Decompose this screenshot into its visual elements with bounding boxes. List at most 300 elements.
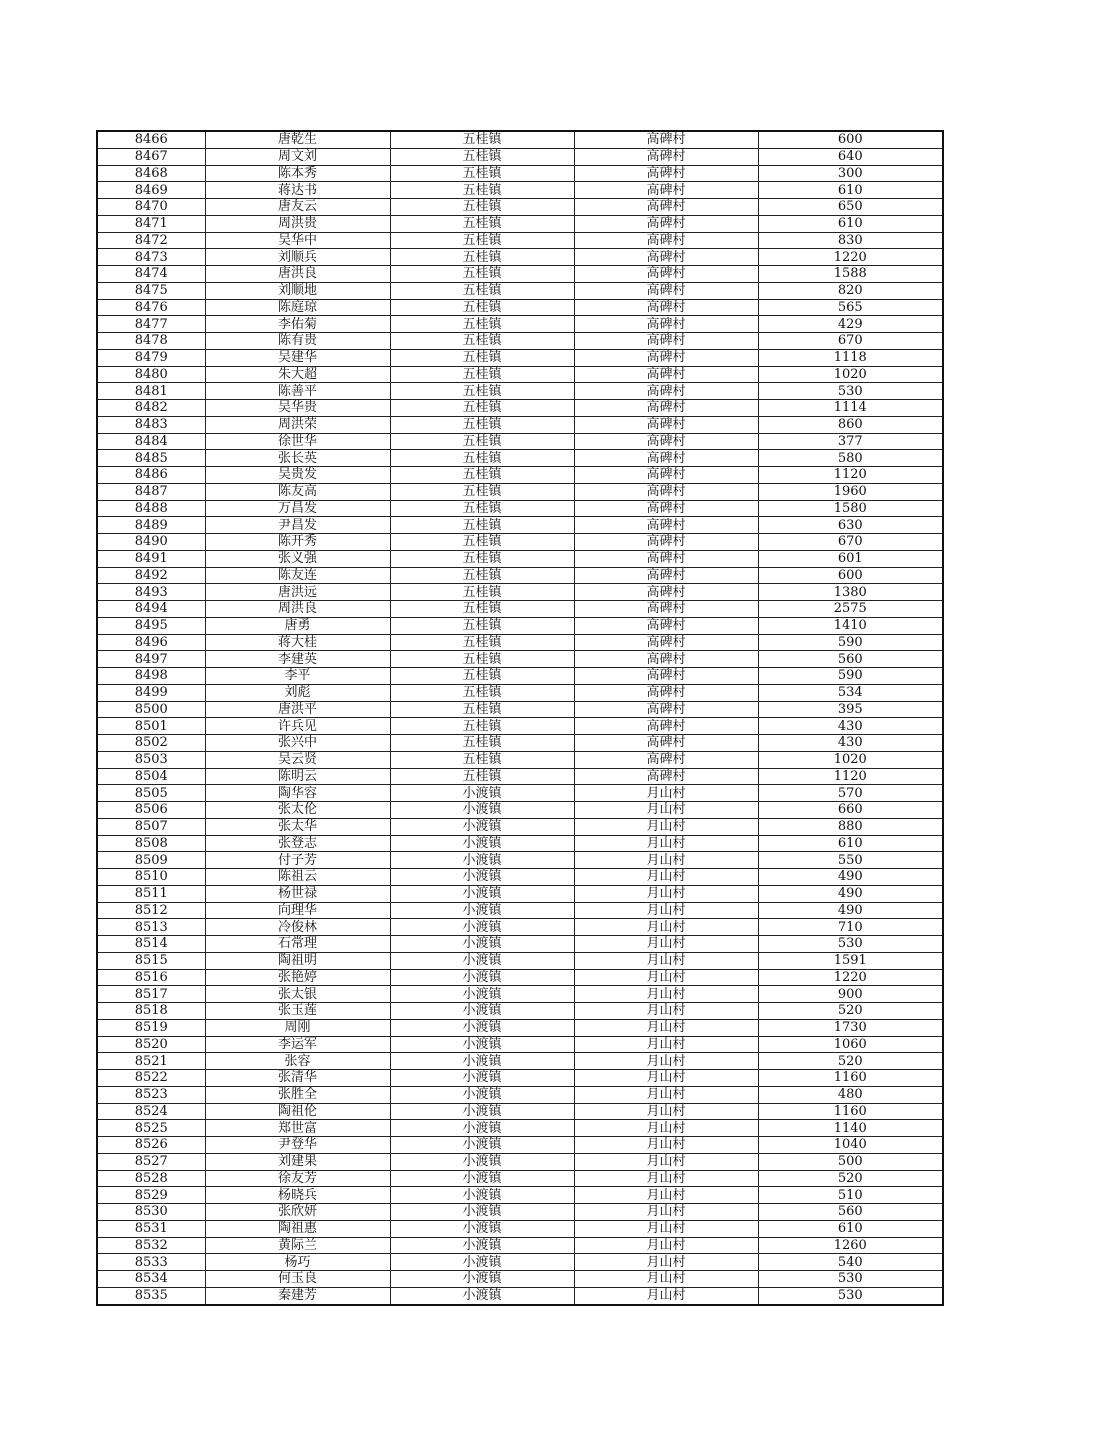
row-number-cell: 8490 [97,534,205,551]
town-cell: 五桂镇 [390,266,574,283]
amount-cell: 540 [758,1254,943,1271]
village-cell: 高碑村 [574,651,758,668]
row-number-cell: 8485 [97,450,205,467]
amount-cell: 610 [758,182,943,199]
person-name-cell: 刘彪 [205,684,390,701]
village-cell: 高碑村 [574,617,758,634]
table-row [97,500,943,517]
amount-cell: 600 [758,131,943,148]
amount-cell: 1060 [758,1036,943,1053]
amount-cell: 520 [758,1170,943,1187]
person-name-cell: 陈善平 [205,383,390,400]
amount-cell: 530 [758,383,943,400]
amount-cell: 600 [758,567,943,584]
village-cell: 月山村 [574,1003,758,1020]
amount-cell: 395 [758,701,943,718]
table-row [97,483,943,500]
table-row [97,199,943,216]
amount-cell: 1730 [758,1019,943,1036]
row-number-cell: 8514 [97,936,205,953]
town-cell: 小渡镇 [390,919,574,936]
village-cell: 月山村 [574,1254,758,1271]
village-cell: 高碑村 [574,668,758,685]
roster-table [96,130,944,1306]
village-cell: 月山村 [574,1053,758,1070]
amount-cell: 601 [758,550,943,567]
table-row [97,215,943,232]
village-cell: 高碑村 [574,383,758,400]
amount-cell: 1114 [758,400,943,417]
table-row [97,1053,943,1070]
amount-cell: 610 [758,1220,943,1237]
row-number-cell: 8510 [97,869,205,886]
person-name-cell: 张欣妍 [205,1204,390,1221]
person-name-cell: 吴华中 [205,232,390,249]
person-name-cell: 吴华贵 [205,400,390,417]
town-cell: 小渡镇 [390,1003,574,1020]
village-cell: 高碑村 [574,316,758,333]
row-number-cell: 8529 [97,1187,205,1204]
person-name-cell: 吴云贤 [205,751,390,768]
village-cell: 高碑村 [574,349,758,366]
town-cell: 五桂镇 [390,299,574,316]
town-cell: 五桂镇 [390,199,574,216]
roster-table-body [97,131,943,1305]
amount-cell: 429 [758,316,943,333]
table-row [97,952,943,969]
person-name-cell: 秦建芳 [205,1287,390,1304]
person-name-cell: 唐洪良 [205,266,390,283]
village-cell: 高碑村 [574,584,758,601]
amount-cell: 640 [758,148,943,165]
table-row [97,1103,943,1120]
village-cell: 高碑村 [574,684,758,701]
person-name-cell: 唐乾生 [205,131,390,148]
town-cell: 五桂镇 [390,249,574,266]
row-number-cell: 8481 [97,383,205,400]
person-name-cell: 蒋达书 [205,182,390,199]
village-cell: 月山村 [574,952,758,969]
town-cell: 五桂镇 [390,517,574,534]
village-cell: 月山村 [574,1271,758,1288]
table-row [97,936,943,953]
table-row [97,601,943,618]
table-row [97,634,943,651]
amount-cell: 490 [758,902,943,919]
town-cell: 五桂镇 [390,701,574,718]
row-number-cell: 8479 [97,349,205,366]
person-name-cell: 李建英 [205,651,390,668]
person-name-cell: 向理华 [205,902,390,919]
person-name-cell: 朱大超 [205,366,390,383]
village-cell: 高碑村 [574,567,758,584]
table-row [97,433,943,450]
village-cell: 高碑村 [574,266,758,283]
person-name-cell: 陈明云 [205,768,390,785]
village-cell: 高碑村 [574,282,758,299]
row-number-cell: 8512 [97,902,205,919]
town-cell: 小渡镇 [390,902,574,919]
table-row [97,1271,943,1288]
village-cell: 月山村 [574,818,758,835]
village-cell: 月山村 [574,785,758,802]
village-cell: 高碑村 [574,517,758,534]
person-name-cell: 黄际兰 [205,1237,390,1254]
town-cell: 五桂镇 [390,617,574,634]
amount-cell: 550 [758,852,943,869]
town-cell: 小渡镇 [390,1287,574,1304]
table-row [97,534,943,551]
table-row [97,1137,943,1154]
town-cell: 五桂镇 [390,450,574,467]
person-name-cell: 石常理 [205,936,390,953]
town-cell: 小渡镇 [390,936,574,953]
amount-cell: 500 [758,1153,943,1170]
town-cell: 五桂镇 [390,584,574,601]
row-number-cell: 8501 [97,718,205,735]
person-name-cell: 张太伦 [205,802,390,819]
amount-cell: 660 [758,802,943,819]
person-name-cell: 周洪荣 [205,416,390,433]
village-cell: 月山村 [574,1204,758,1221]
table-row [97,1086,943,1103]
village-cell: 月山村 [574,835,758,852]
town-cell: 五桂镇 [390,416,574,433]
amount-cell: 590 [758,634,943,651]
table-row [97,148,943,165]
table-row [97,383,943,400]
row-number-cell: 8523 [97,1086,205,1103]
amount-cell: 1220 [758,969,943,986]
village-cell: 月山村 [574,1153,758,1170]
row-number-cell: 8518 [97,1003,205,1020]
table-row [97,550,943,567]
village-cell: 高碑村 [574,768,758,785]
person-name-cell: 周洪良 [205,601,390,618]
town-cell: 五桂镇 [390,668,574,685]
row-number-cell: 8513 [97,919,205,936]
village-cell: 高碑村 [574,701,758,718]
row-number-cell: 8526 [97,1137,205,1154]
person-name-cell: 陶祖伦 [205,1103,390,1120]
row-number-cell: 8528 [97,1170,205,1187]
table-row [97,249,943,266]
town-cell: 小渡镇 [390,1170,574,1187]
town-cell: 小渡镇 [390,1137,574,1154]
table-row [97,1019,943,1036]
person-name-cell: 唐友云 [205,199,390,216]
row-number-cell: 8503 [97,751,205,768]
person-name-cell: 陈本秀 [205,165,390,182]
table-row [97,333,943,350]
table-row [97,266,943,283]
amount-cell: 1588 [758,266,943,283]
person-name-cell: 刘建果 [205,1153,390,1170]
row-number-cell: 8466 [97,131,205,148]
person-name-cell: 张太华 [205,818,390,835]
table-row [97,835,943,852]
person-name-cell: 张义强 [205,550,390,567]
amount-cell: 630 [758,517,943,534]
amount-cell: 1160 [758,1103,943,1120]
table-row [97,567,943,584]
person-name-cell: 杨世禄 [205,885,390,902]
village-cell: 月山村 [574,902,758,919]
table-row [97,1170,943,1187]
village-cell: 月山村 [574,1086,758,1103]
town-cell: 小渡镇 [390,1019,574,1036]
person-name-cell: 唐洪平 [205,701,390,718]
village-cell: 月山村 [574,1187,758,1204]
village-cell: 高碑村 [574,333,758,350]
row-number-cell: 8533 [97,1254,205,1271]
spreadsheet-page [96,130,944,1306]
table-row [97,668,943,685]
row-number-cell: 8515 [97,952,205,969]
row-number-cell: 8499 [97,684,205,701]
town-cell: 五桂镇 [390,735,574,752]
town-cell: 小渡镇 [390,818,574,835]
town-cell: 五桂镇 [390,718,574,735]
village-cell: 高碑村 [574,199,758,216]
town-cell: 小渡镇 [390,785,574,802]
table-row [97,232,943,249]
amount-cell: 610 [758,215,943,232]
table-row [97,1036,943,1053]
table-row [97,701,943,718]
table-row [97,919,943,936]
table-row [97,885,943,902]
table-row [97,416,943,433]
town-cell: 小渡镇 [390,852,574,869]
amount-cell: 650 [758,199,943,216]
row-number-cell: 8472 [97,232,205,249]
row-number-cell: 8521 [97,1053,205,1070]
town-cell: 五桂镇 [390,768,574,785]
row-number-cell: 8469 [97,182,205,199]
amount-cell: 530 [758,1271,943,1288]
row-number-cell: 8495 [97,617,205,634]
village-cell: 高碑村 [574,467,758,484]
row-number-cell: 8504 [97,768,205,785]
table-row [97,1220,943,1237]
amount-cell: 2575 [758,601,943,618]
village-cell: 高碑村 [574,601,758,618]
village-cell: 高碑村 [574,215,758,232]
table-row [97,802,943,819]
town-cell: 五桂镇 [390,182,574,199]
amount-cell: 1140 [758,1120,943,1137]
person-name-cell: 张清华 [205,1070,390,1087]
row-number-cell: 8498 [97,668,205,685]
amount-cell: 510 [758,1187,943,1204]
amount-cell: 1120 [758,768,943,785]
town-cell: 五桂镇 [390,232,574,249]
table-row [97,584,943,601]
amount-cell: 1260 [758,1237,943,1254]
village-cell: 高碑村 [574,366,758,383]
table-row [97,768,943,785]
row-number-cell: 8525 [97,1120,205,1137]
village-cell: 高碑村 [574,416,758,433]
amount-cell: 430 [758,735,943,752]
town-cell: 小渡镇 [390,1204,574,1221]
person-name-cell: 付子芳 [205,852,390,869]
amount-cell: 490 [758,869,943,886]
amount-cell: 534 [758,684,943,701]
table-row [97,349,943,366]
row-number-cell: 8534 [97,1271,205,1288]
table-row [97,467,943,484]
row-number-cell: 8509 [97,852,205,869]
person-name-cell: 郑世富 [205,1120,390,1137]
village-cell: 高碑村 [574,550,758,567]
row-number-cell: 8531 [97,1220,205,1237]
table-row [97,718,943,735]
amount-cell: 1020 [758,751,943,768]
amount-cell: 900 [758,986,943,1003]
table-row [97,1120,943,1137]
village-cell: 高碑村 [574,182,758,199]
person-name-cell: 张长英 [205,450,390,467]
row-number-cell: 8488 [97,500,205,517]
village-cell: 月山村 [574,1103,758,1120]
village-cell: 高碑村 [574,400,758,417]
person-name-cell: 张太银 [205,986,390,1003]
amount-cell: 300 [758,165,943,182]
amount-cell: 830 [758,232,943,249]
village-cell: 月山村 [574,852,758,869]
row-number-cell: 8507 [97,818,205,835]
village-cell: 月山村 [574,1120,758,1137]
row-number-cell: 8519 [97,1019,205,1036]
amount-cell: 520 [758,1053,943,1070]
town-cell: 小渡镇 [390,1070,574,1087]
amount-cell: 377 [758,433,943,450]
village-cell: 月山村 [574,1070,758,1087]
person-name-cell: 吴贵发 [205,467,390,484]
table-row [97,1254,943,1271]
row-number-cell: 8470 [97,199,205,216]
row-number-cell: 8497 [97,651,205,668]
village-cell: 月山村 [574,1220,758,1237]
town-cell: 小渡镇 [390,1187,574,1204]
town-cell: 小渡镇 [390,1153,574,1170]
person-name-cell: 张胜全 [205,1086,390,1103]
table-row [97,517,943,534]
table-row [97,1287,943,1304]
village-cell: 月山村 [574,802,758,819]
town-cell: 五桂镇 [390,366,574,383]
town-cell: 五桂镇 [390,148,574,165]
amount-cell: 1220 [758,249,943,266]
town-cell: 小渡镇 [390,802,574,819]
person-name-cell: 蒋大桂 [205,634,390,651]
table-row [97,1204,943,1221]
person-name-cell: 周文刘 [205,148,390,165]
table-row [97,852,943,869]
amount-cell: 570 [758,785,943,802]
village-cell: 月山村 [574,986,758,1003]
person-name-cell: 陶祖明 [205,952,390,969]
town-cell: 小渡镇 [390,1120,574,1137]
row-number-cell: 8532 [97,1237,205,1254]
town-cell: 小渡镇 [390,1220,574,1237]
row-number-cell: 8471 [97,215,205,232]
row-number-cell: 8480 [97,366,205,383]
town-cell: 小渡镇 [390,1237,574,1254]
table-row [97,366,943,383]
amount-cell: 1160 [758,1070,943,1087]
village-cell: 高碑村 [574,483,758,500]
table-row [97,165,943,182]
town-cell: 五桂镇 [390,651,574,668]
table-row [97,617,943,634]
table-row [97,785,943,802]
town-cell: 五桂镇 [390,333,574,350]
village-cell: 高碑村 [574,735,758,752]
person-name-cell: 李运军 [205,1036,390,1053]
village-cell: 月山村 [574,969,758,986]
amount-cell: 490 [758,885,943,902]
town-cell: 五桂镇 [390,751,574,768]
amount-cell: 565 [758,299,943,316]
town-cell: 小渡镇 [390,952,574,969]
village-cell: 高碑村 [574,165,758,182]
amount-cell: 430 [758,718,943,735]
person-name-cell: 陈庭琼 [205,299,390,316]
town-cell: 小渡镇 [390,1271,574,1288]
person-name-cell: 尹昌发 [205,517,390,534]
town-cell: 五桂镇 [390,400,574,417]
village-cell: 高碑村 [574,131,758,148]
person-name-cell: 周刚 [205,1019,390,1036]
table-row [97,131,943,148]
row-number-cell: 8505 [97,785,205,802]
village-cell: 高碑村 [574,534,758,551]
table-row [97,1187,943,1204]
person-name-cell: 杨巧 [205,1254,390,1271]
amount-cell: 560 [758,651,943,668]
amount-cell: 1591 [758,952,943,969]
row-number-cell: 8491 [97,550,205,567]
town-cell: 小渡镇 [390,1086,574,1103]
table-row [97,1070,943,1087]
town-cell: 五桂镇 [390,433,574,450]
amount-cell: 590 [758,668,943,685]
person-name-cell: 杨晓兵 [205,1187,390,1204]
amount-cell: 670 [758,534,943,551]
person-name-cell: 陈友高 [205,483,390,500]
row-number-cell: 8476 [97,299,205,316]
person-name-cell: 徐友芳 [205,1170,390,1187]
table-row [97,450,943,467]
row-number-cell: 8494 [97,601,205,618]
town-cell: 五桂镇 [390,282,574,299]
table-row [97,299,943,316]
town-cell: 五桂镇 [390,467,574,484]
table-row [97,684,943,701]
row-number-cell: 8502 [97,735,205,752]
town-cell: 五桂镇 [390,567,574,584]
row-number-cell: 8535 [97,1287,205,1304]
table-row [97,182,943,199]
person-name-cell: 尹登华 [205,1137,390,1154]
person-name-cell: 万昌发 [205,500,390,517]
town-cell: 五桂镇 [390,316,574,333]
town-cell: 五桂镇 [390,131,574,148]
person-name-cell: 冷俊林 [205,919,390,936]
